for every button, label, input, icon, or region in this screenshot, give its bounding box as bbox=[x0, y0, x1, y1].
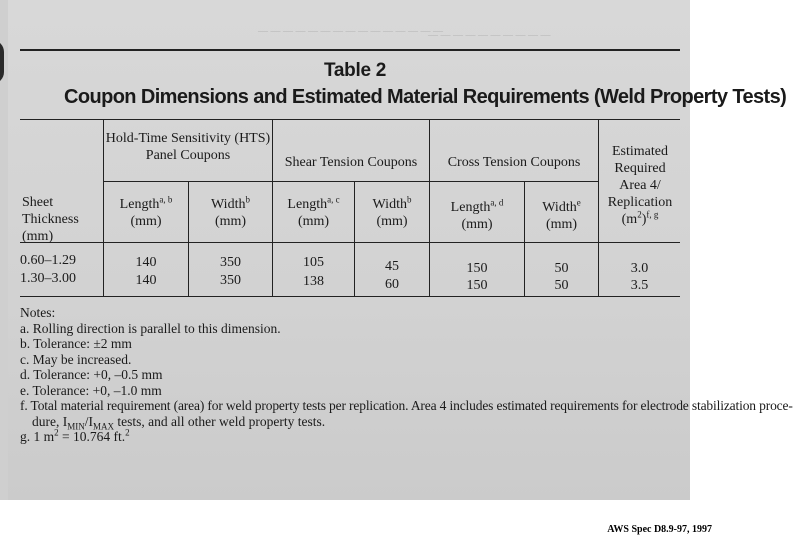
hts-group-line-1: Hold-Time Sensitivity (HTS) bbox=[105, 131, 271, 146]
hts-length-header: Length$^{a, b}$ (mm) bbox=[119, 194, 173, 229]
cell-cross-width: 50 bbox=[554, 278, 569, 293]
shear-group-header: Shear Tension Coupons bbox=[284, 155, 418, 170]
cell-hts-width: 350 bbox=[220, 255, 241, 270]
group-underline bbox=[104, 181, 598, 182]
hts-group-header bbox=[104, 130, 272, 164]
sheet-line-2: Thickness (mm) bbox=[22, 212, 79, 244]
cell-shear-width: 60 bbox=[385, 277, 399, 292]
header-rule bbox=[20, 119, 680, 120]
note-f-line-2: dure, $I_{MIN}/I_{MAX}$ tests, and all other weld property tests. bbox=[32, 413, 326, 432]
cell-cross-width: 50 bbox=[554, 261, 569, 276]
table-bottom-rule bbox=[20, 296, 680, 297]
estimated-line-2: Required bbox=[614, 161, 666, 176]
bleed-through-text: — — — — — — — — — — bbox=[428, 30, 551, 41]
note-e: e. Tolerance: +0, –1.0 mm bbox=[20, 382, 162, 398]
cell-cross-length: 150 bbox=[466, 278, 488, 293]
note-d: d. Tolerance: +0, –0.5 mm bbox=[20, 367, 163, 382]
sheet-thickness-header bbox=[22, 194, 106, 245]
table-title: Coupon Dimensions and Estimated Material Requirements (Weld Property Tests) bbox=[64, 86, 787, 108]
cell-shear-width: 45 bbox=[385, 259, 399, 274]
shear-width-header: Width$^b$ (mm) bbox=[372, 194, 412, 229]
shear-length-header: Length$^{a, c}$ (mm) bbox=[287, 194, 340, 229]
note-b: b. Tolerance: ±2 mm bbox=[20, 336, 132, 351]
table-label: Table 2 bbox=[324, 60, 386, 81]
cell-hts-width: 350 bbox=[220, 273, 241, 288]
hts-width-header: Width$^b$ (mm) bbox=[211, 194, 250, 229]
bleed-through-text: — — — — — — — — — — — — — — — bbox=[258, 26, 443, 37]
notes-block bbox=[20, 305, 793, 445]
cell-hts-length: 140 bbox=[135, 255, 157, 270]
note-f-line-1: f. Total material requirement (area) for weld property tests per replication. Area 4 includes estimated requirements for electrode stabilization proce- bbox=[20, 398, 793, 413]
estimated-line-1: Estimated bbox=[612, 144, 668, 159]
cell-thickness: 1.30–3.00 bbox=[20, 271, 76, 286]
cell-area: 3.0 bbox=[630, 261, 649, 276]
cell-cross-length: 150 bbox=[466, 261, 488, 276]
notes-heading: Notes: bbox=[20, 305, 56, 320]
header-bottom-rule bbox=[20, 242, 680, 243]
estimated-area-header bbox=[600, 143, 680, 228]
hts-group-line-2: Panel Coupons bbox=[145, 148, 231, 163]
cell-shear-length: 105 bbox=[303, 255, 324, 270]
note-c: c. May be increased. bbox=[20, 351, 132, 367]
cell-thickness: 0.60–1.29 bbox=[20, 253, 76, 268]
cell-area: 3.5 bbox=[630, 278, 649, 293]
sheet-line-1: Sheet bbox=[22, 195, 54, 210]
estimated-line-4: Replication bbox=[607, 195, 673, 210]
top-rule bbox=[20, 49, 680, 51]
note-g: g. 1 $m^2 = 10.764$ ft.$^2$ bbox=[20, 427, 130, 444]
estimated-line-3: Area 4/ bbox=[619, 178, 661, 193]
source-citation: AWS Spec D8.9-97, 1997 bbox=[607, 524, 712, 535]
cell-shear-length: 138 bbox=[303, 274, 324, 289]
cross-width-header: Width$^e$ (mm) bbox=[542, 197, 581, 232]
estimated-unit: $(m^2)^{f, g}$ bbox=[621, 209, 659, 227]
cell-hts-length: 140 bbox=[135, 273, 157, 288]
cross-group-header: Cross Tension Coupons bbox=[447, 155, 581, 170]
cross-length-header: Length$^{a, d}$ (mm) bbox=[450, 197, 504, 232]
note-a: a. Rolling direction is parallel to this dimension. bbox=[20, 320, 281, 336]
